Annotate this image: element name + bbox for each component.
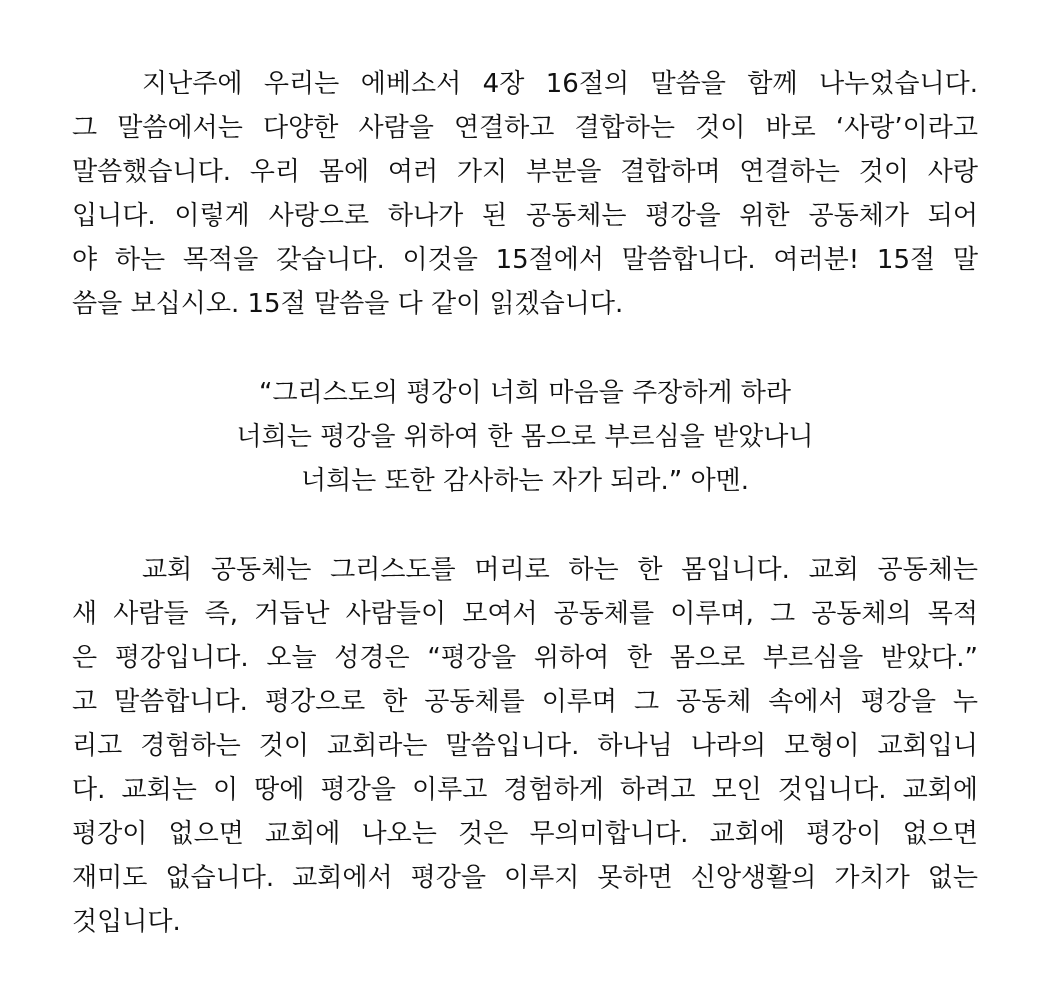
text-line: 새 사람들 즉, 거듭난 사람들이 모여서 공동체를 이루며, 그 공동체의 목적: [72, 599, 978, 629]
text-line: 입니다. 이렇게 사랑으로 하나가 된 공동체는 평강을 위한 공동체가 되어: [72, 201, 978, 231]
text-line: 것입니다.: [72, 907, 181, 937]
paragraph-church: [72, 548, 978, 944]
text-line: 다. 교회는 이 땅에 평강을 이루고 경험하게 하려고 모인 것입니다. 교회에: [72, 775, 978, 805]
paragraph-intro: [72, 62, 978, 326]
text-line: 재미도 없습니다. 교회에서 평강을 이루지 못하면 신앙생활의 가치가 없는: [72, 863, 978, 893]
quote-line: “그리스도의 평강이 너희 마음을 주장하게 하라: [259, 378, 791, 408]
text-line: 그 말씀에서는 다양한 사람을 연결하고 결합하는 것이 바로 ‘사랑’이라고: [72, 113, 978, 143]
text-line: 평강이 없으면 교회에 나오는 것은 무의미합니다. 교회에 평강이 없으면: [72, 819, 978, 849]
quote-line: 너희는 평강을 위하여 한 몸으로 부르심을 받았나니: [236, 422, 814, 452]
text-line: 고 말씀합니다. 평강으로 한 공동체를 이루며 그 공동체 속에서 평강을 누: [72, 687, 978, 717]
text-line: 교회 공동체는 그리스도를 머리로 하는 한 몸입니다. 교회 공동체는: [142, 555, 978, 585]
text-line: 말씀했습니다. 우리 몸에 여러 가지 부분을 결합하며 연결하는 것이 사랑: [72, 157, 978, 187]
document-page: [72, 62, 978, 944]
scripture-quote: [72, 371, 978, 503]
quote-line: 너희는 또한 감사하는 자가 되라.” 아멘.: [300, 466, 750, 496]
text-line: 씀을 보십시오. 15절 말씀을 다 같이 읽겠습니다.: [72, 289, 624, 319]
paragraph-spacer: [72, 326, 978, 371]
paragraph-spacer: [72, 503, 978, 548]
text-line: 야 하는 목적을 갖습니다. 이것을 15절에서 말씀합니다. 여러분! 15절 말: [72, 245, 978, 275]
text-line: 은 평강입니다. 오늘 성경은 “평강을 위하여 한 몸으로 부르심을 받았다.”: [72, 643, 978, 673]
text-line: 지난주에 우리는 에베소서 4장 16절의 말씀을 함께 나누었습니다.: [142, 69, 978, 99]
text-line: 리고 경험하는 것이 교회라는 말씀입니다. 하나님 나라의 모형이 교회입니: [72, 731, 978, 761]
